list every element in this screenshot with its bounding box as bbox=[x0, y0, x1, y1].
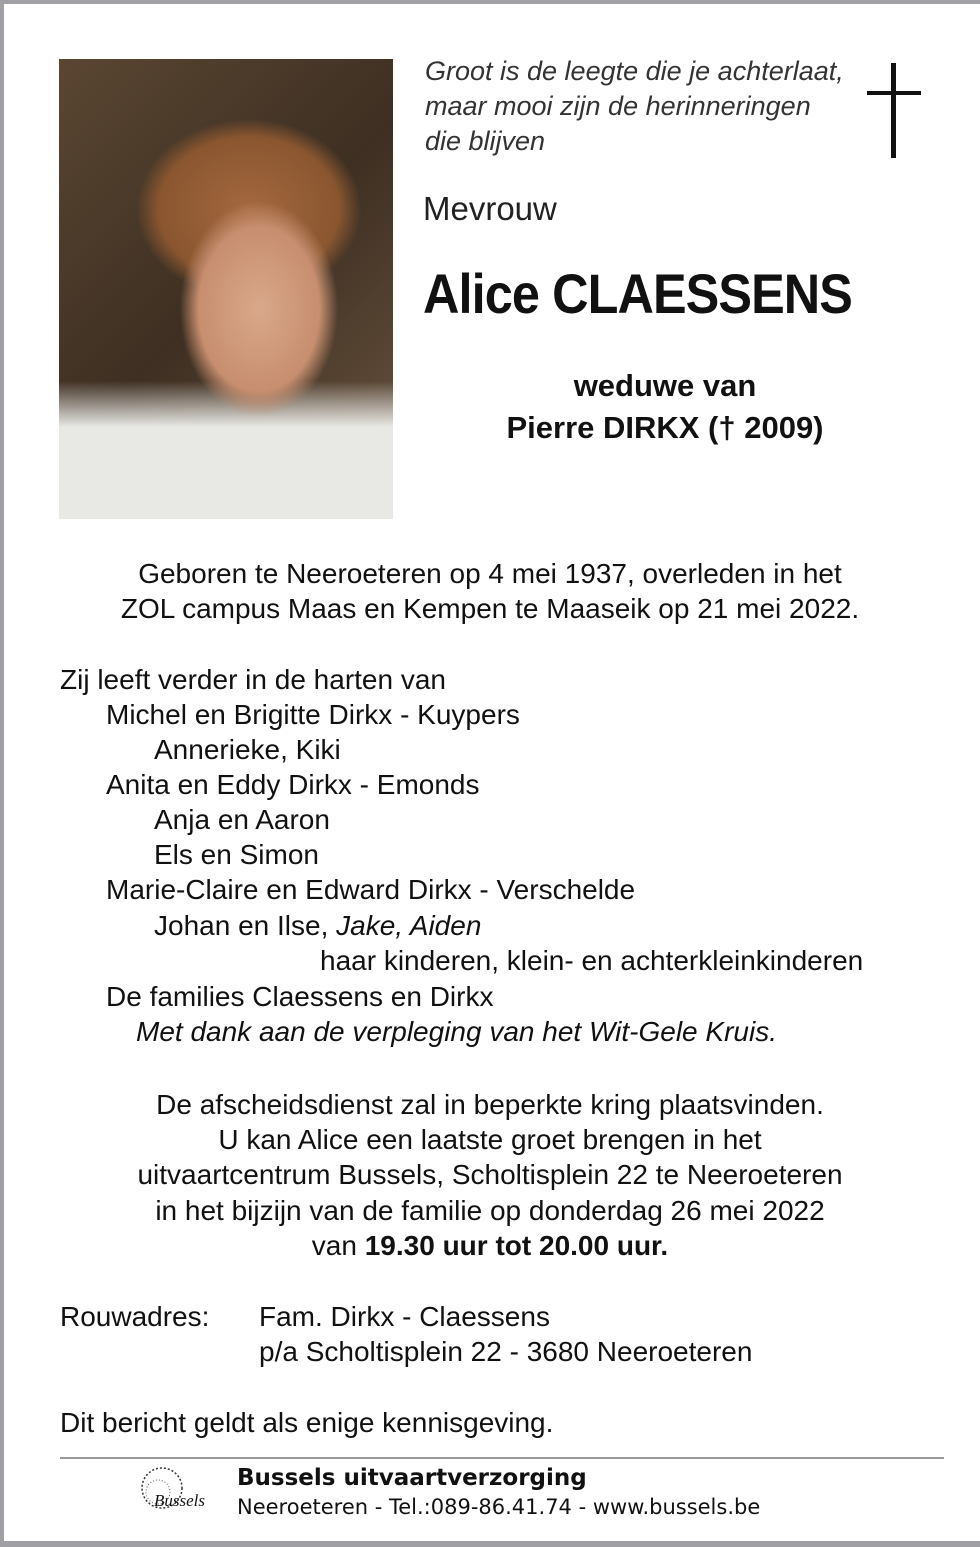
family-line: Michel en Brigitte Dirkx - Kuypers bbox=[106, 699, 520, 730]
service-line: uitvaartcentrum Bussels, Scholtisplein 22 te Neeroeteren bbox=[137, 1159, 843, 1190]
portrait-photo bbox=[59, 59, 393, 519]
thanks-line: Met dank aan de verpleging van het Wit-Gele Kruis. bbox=[136, 1016, 777, 1047]
cross-icon bbox=[867, 63, 921, 158]
address-label: Rouwadres: bbox=[60, 1301, 210, 1332]
family-line bbox=[154, 908, 481, 943]
company-name: Bussels uitvaartverzorging bbox=[237, 1465, 587, 1491]
time-range: 19.30 uur tot 20.00 uur. bbox=[364, 1230, 669, 1261]
birth-death-line-1: Geboren te Neeroeteren op 4 mei 1937, overleden in het bbox=[138, 558, 842, 589]
memorial-quote: Groot is de leegte die je achterlaat, maar mooi zijn de herinneringen die blijven bbox=[425, 56, 844, 156]
service-line: De afscheidsdienst zal in beperkte kring plaatsvinden. bbox=[156, 1089, 824, 1120]
birth-death-line-2: ZOL campus Maas en Kempen te Maaseik op 21 mei 2022. bbox=[120, 593, 860, 624]
family-line: Marie-Claire en Edward Dirkx - Verschelde bbox=[106, 874, 636, 905]
address-line-1: Fam. Dirkx - Claessens bbox=[259, 1301, 550, 1332]
families-line: De families Claessens en Dirkx bbox=[106, 981, 494, 1012]
spouse-line-2: Pierre DIRKX († 2009) bbox=[506, 410, 824, 445]
family-line: Anja en Aaron bbox=[154, 804, 330, 835]
service-line: in het bijzijn van de familie op donderdag 26 mei 2022 bbox=[155, 1195, 825, 1226]
service-time bbox=[0, 1228, 980, 1263]
time-prefix: van bbox=[311, 1230, 365, 1261]
family-intro: Zij leeft verder in de harten van bbox=[60, 664, 446, 695]
address-line-2: p/a Scholtisplein 22 - 3680 Neeroeteren bbox=[259, 1336, 753, 1367]
family-summary: haar kinderen, klein- en achterkleinkinderen bbox=[320, 945, 864, 976]
deceased-name: Alice CLAESSENS bbox=[423, 262, 853, 325]
spouse-line-1: weduwe van bbox=[573, 368, 757, 403]
great-grandchildren: Jake, Aiden bbox=[336, 910, 482, 941]
company-contact: Neeroeteren - Tel.:089-86.41.74 - www.bussels.be bbox=[237, 1495, 761, 1519]
salutation: Mevrouw bbox=[423, 190, 557, 227]
family-line: Anita en Eddy Dirkx - Emonds bbox=[106, 769, 480, 800]
family-line: Els en Simon bbox=[154, 839, 319, 870]
svg-text:Bussels: Bussels bbox=[154, 1491, 205, 1510]
bussels-logo bbox=[132, 1466, 222, 1520]
divider bbox=[60, 1457, 944, 1459]
service-line: U kan Alice een laatste groet brengen in het bbox=[218, 1124, 762, 1155]
notice-line: Dit bericht geldt als enige kennisgeving. bbox=[60, 1407, 554, 1438]
family-line: Annerieke, Kiki bbox=[154, 734, 341, 765]
family-names: Johan en Ilse, bbox=[154, 910, 337, 941]
